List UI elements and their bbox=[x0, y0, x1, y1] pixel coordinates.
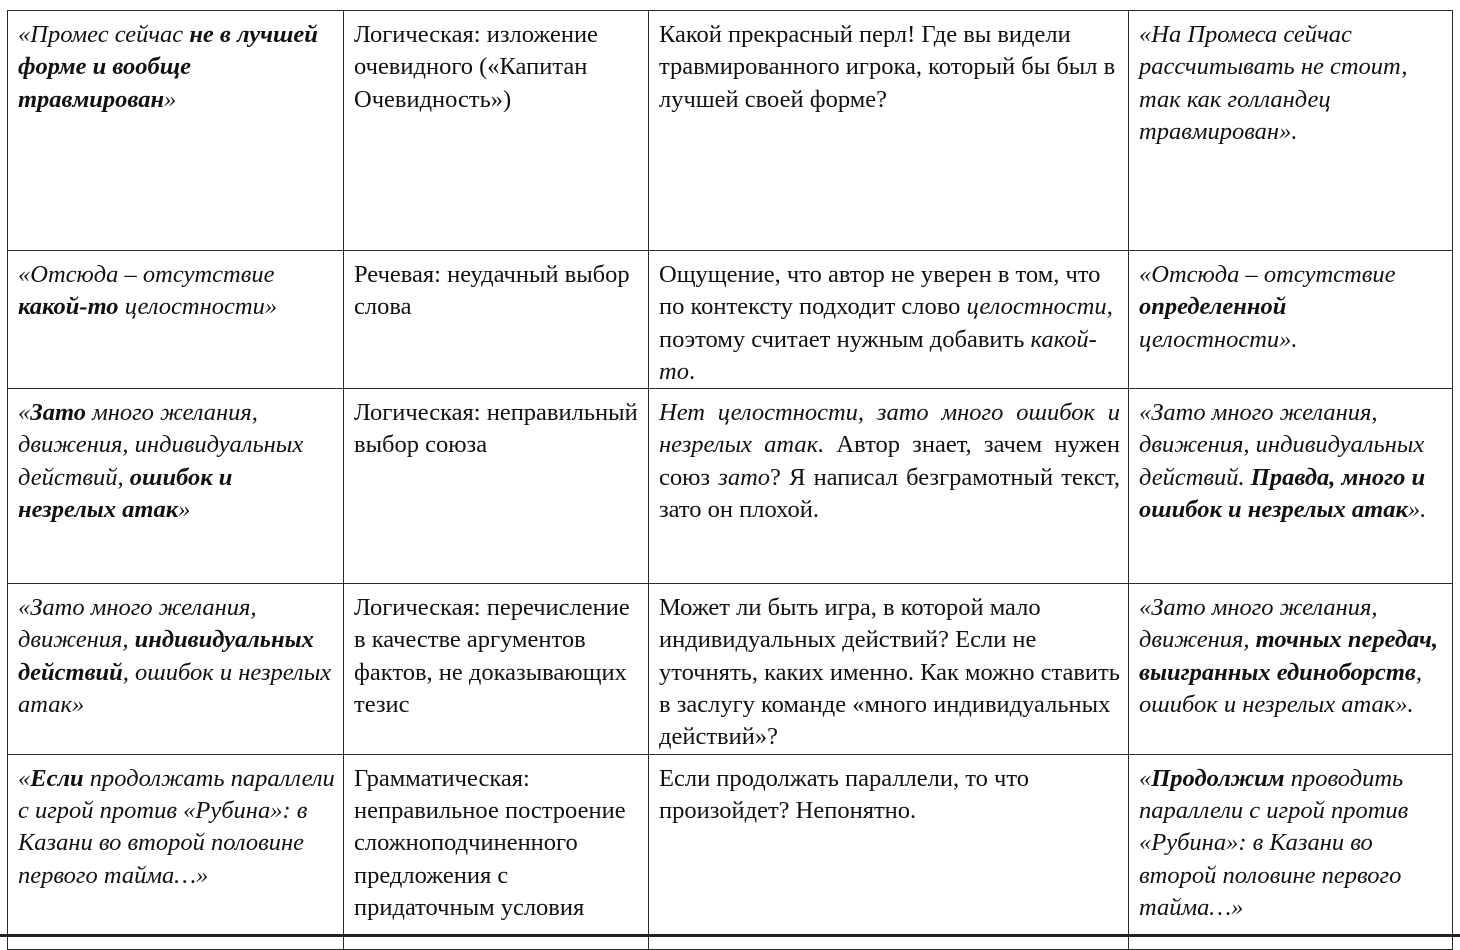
table-row bbox=[8, 251, 1453, 389]
original-quote-cell bbox=[8, 389, 344, 584]
error-analysis-table bbox=[7, 10, 1453, 950]
text-run: какой-то bbox=[659, 325, 1097, 385]
error-type-cell bbox=[344, 251, 649, 389]
error-type bbox=[354, 765, 626, 921]
comment bbox=[659, 594, 1120, 750]
table-row bbox=[8, 11, 1453, 251]
corrected-version-cell bbox=[1129, 754, 1453, 949]
text-run: , поэтому считает нужным добавить bbox=[659, 293, 1113, 353]
error-type-cell bbox=[344, 11, 649, 251]
comment bbox=[659, 261, 1113, 385]
text-run: Нет целостности, зато много ошибок и незрелых атак. bbox=[659, 399, 1120, 459]
text-run: Логическая: неправильный выбор союза bbox=[354, 399, 638, 459]
text-run: ошибок и незрелых атак bbox=[18, 463, 233, 524]
text-run: много желания, движения, индивидуальных действий, bbox=[18, 399, 304, 491]
error-type-cell bbox=[344, 754, 649, 949]
text-run: целостности bbox=[966, 293, 1107, 321]
text-run: определенной bbox=[1139, 293, 1287, 321]
original-quote bbox=[18, 594, 331, 718]
comment-cell bbox=[649, 389, 1129, 584]
corrected-version-cell bbox=[1129, 251, 1453, 389]
comment bbox=[659, 765, 1029, 824]
corrected-version bbox=[1139, 21, 1407, 145]
text-run: « bbox=[18, 399, 31, 427]
comment bbox=[659, 21, 1115, 113]
text-run: целостности» bbox=[118, 293, 278, 321]
original-quote bbox=[18, 765, 335, 889]
comment-cell bbox=[649, 584, 1129, 754]
text-run: Если продолжать параллели, то что произойдет? Непонятно. bbox=[659, 764, 1029, 824]
text-run: » bbox=[178, 496, 191, 524]
page-bottom-rule bbox=[0, 934, 1460, 937]
text-run: Может ли быть игра, в которой мало индивидуальных действий? Если не уточнять, каких именно. Как можно ставить в заслугу команде «много индивидуальных действий»? bbox=[659, 594, 1120, 751]
text-run: «Зато много желания, движения, bbox=[1139, 594, 1378, 654]
text-run: зато bbox=[718, 463, 771, 491]
text-run: «На Промеса сейчас рассчитывать не стоит, так как голландец травмирован». bbox=[1139, 21, 1408, 145]
error-type bbox=[354, 21, 598, 113]
original-quote bbox=[18, 21, 318, 113]
corrected-version-cell bbox=[1129, 11, 1453, 251]
corrected-version bbox=[1139, 261, 1395, 353]
error-type-cell bbox=[344, 584, 649, 754]
error-type-cell bbox=[344, 389, 649, 584]
table-row bbox=[8, 754, 1453, 949]
text-run: Логическая: перечисление в качестве аргументов фактов, не доказывающих тезис bbox=[354, 594, 630, 719]
text-run: ». bbox=[1407, 496, 1427, 524]
text-run: Автор знает, зачем нужен союз bbox=[659, 431, 1120, 491]
comment-cell bbox=[649, 11, 1129, 251]
comment-cell bbox=[649, 754, 1129, 949]
text-run: Какой прекрасный перл! Где вы видели травмированного игрока, который бы был в лучшей своей форме? bbox=[659, 21, 1116, 113]
corrected-version bbox=[1139, 594, 1438, 718]
original-quote-cell bbox=[8, 584, 344, 754]
original-quote bbox=[18, 261, 277, 320]
original-quote-cell bbox=[8, 11, 344, 251]
text-run: «Промес сейчас bbox=[18, 21, 190, 48]
text-run: « bbox=[1139, 764, 1152, 792]
corrected-version-cell bbox=[1129, 389, 1453, 584]
text-run: Логическая: изложение очевидного («Капитан Очевидность») bbox=[354, 21, 598, 113]
original-quote bbox=[18, 399, 303, 523]
text-run: Ощущение, что автор не уверен в том, что по контексту подходит слово bbox=[659, 261, 1101, 321]
text-run: «Зато много желания, движения, индивидуальных действий. bbox=[1139, 399, 1425, 491]
text-run: не в лучшей форме и вообще травмирован bbox=[18, 21, 318, 113]
corrected-version bbox=[1139, 765, 1408, 921]
error-type bbox=[354, 594, 630, 718]
text-run: Правда, много и ошибок и незрелых атак bbox=[1139, 463, 1426, 524]
text-run: индивидуальных действий bbox=[18, 626, 314, 686]
corrected-version bbox=[1139, 399, 1426, 523]
text-run: » bbox=[164, 85, 177, 113]
text-run: продолжать параллели с игрой против «Рубина»: в Казани во второй половине первого тайма…» bbox=[18, 764, 335, 889]
text-run: Если bbox=[30, 764, 84, 792]
text-run: Грамматическая: неправильное построение сложноподчиненного предложения с придаточным условия bbox=[354, 764, 626, 921]
original-quote-cell bbox=[8, 754, 344, 949]
error-type bbox=[354, 399, 638, 458]
text-run: «Зато много желания, движения, bbox=[18, 594, 257, 654]
text-run: какой-то bbox=[18, 293, 119, 321]
table-row bbox=[8, 584, 1453, 754]
text-run: проводить параллели с игрой против «Рубина»: в Казани во второй половине первого тайма…» bbox=[1139, 764, 1409, 921]
text-run: , ошибок и незрелых атак» bbox=[18, 658, 332, 719]
text-run: Продолжим bbox=[1151, 764, 1285, 792]
text-run: Зато bbox=[30, 399, 86, 427]
text-run: целостности». bbox=[1139, 325, 1298, 353]
comment bbox=[659, 399, 1120, 523]
comment-cell bbox=[649, 251, 1129, 389]
text-run: ? Я написал безграмотный текст, зато он плохой. bbox=[659, 463, 1120, 524]
text-run: «Отсюда – отсутствие bbox=[1139, 261, 1396, 288]
text-run: точных передач, выигранных единоборств bbox=[1139, 626, 1438, 686]
text-run: « bbox=[18, 764, 31, 792]
error-type bbox=[354, 261, 630, 320]
table-row bbox=[8, 389, 1453, 584]
original-quote-cell bbox=[8, 251, 344, 389]
text-run: «Отсюда – отсутствие bbox=[18, 261, 275, 288]
text-run: . bbox=[688, 357, 696, 385]
text-run: Речевая: неудачный выбор слова bbox=[354, 261, 630, 321]
text-run: , ошибок и незрелых атак». bbox=[1139, 658, 1422, 719]
corrected-version-cell bbox=[1129, 584, 1453, 754]
